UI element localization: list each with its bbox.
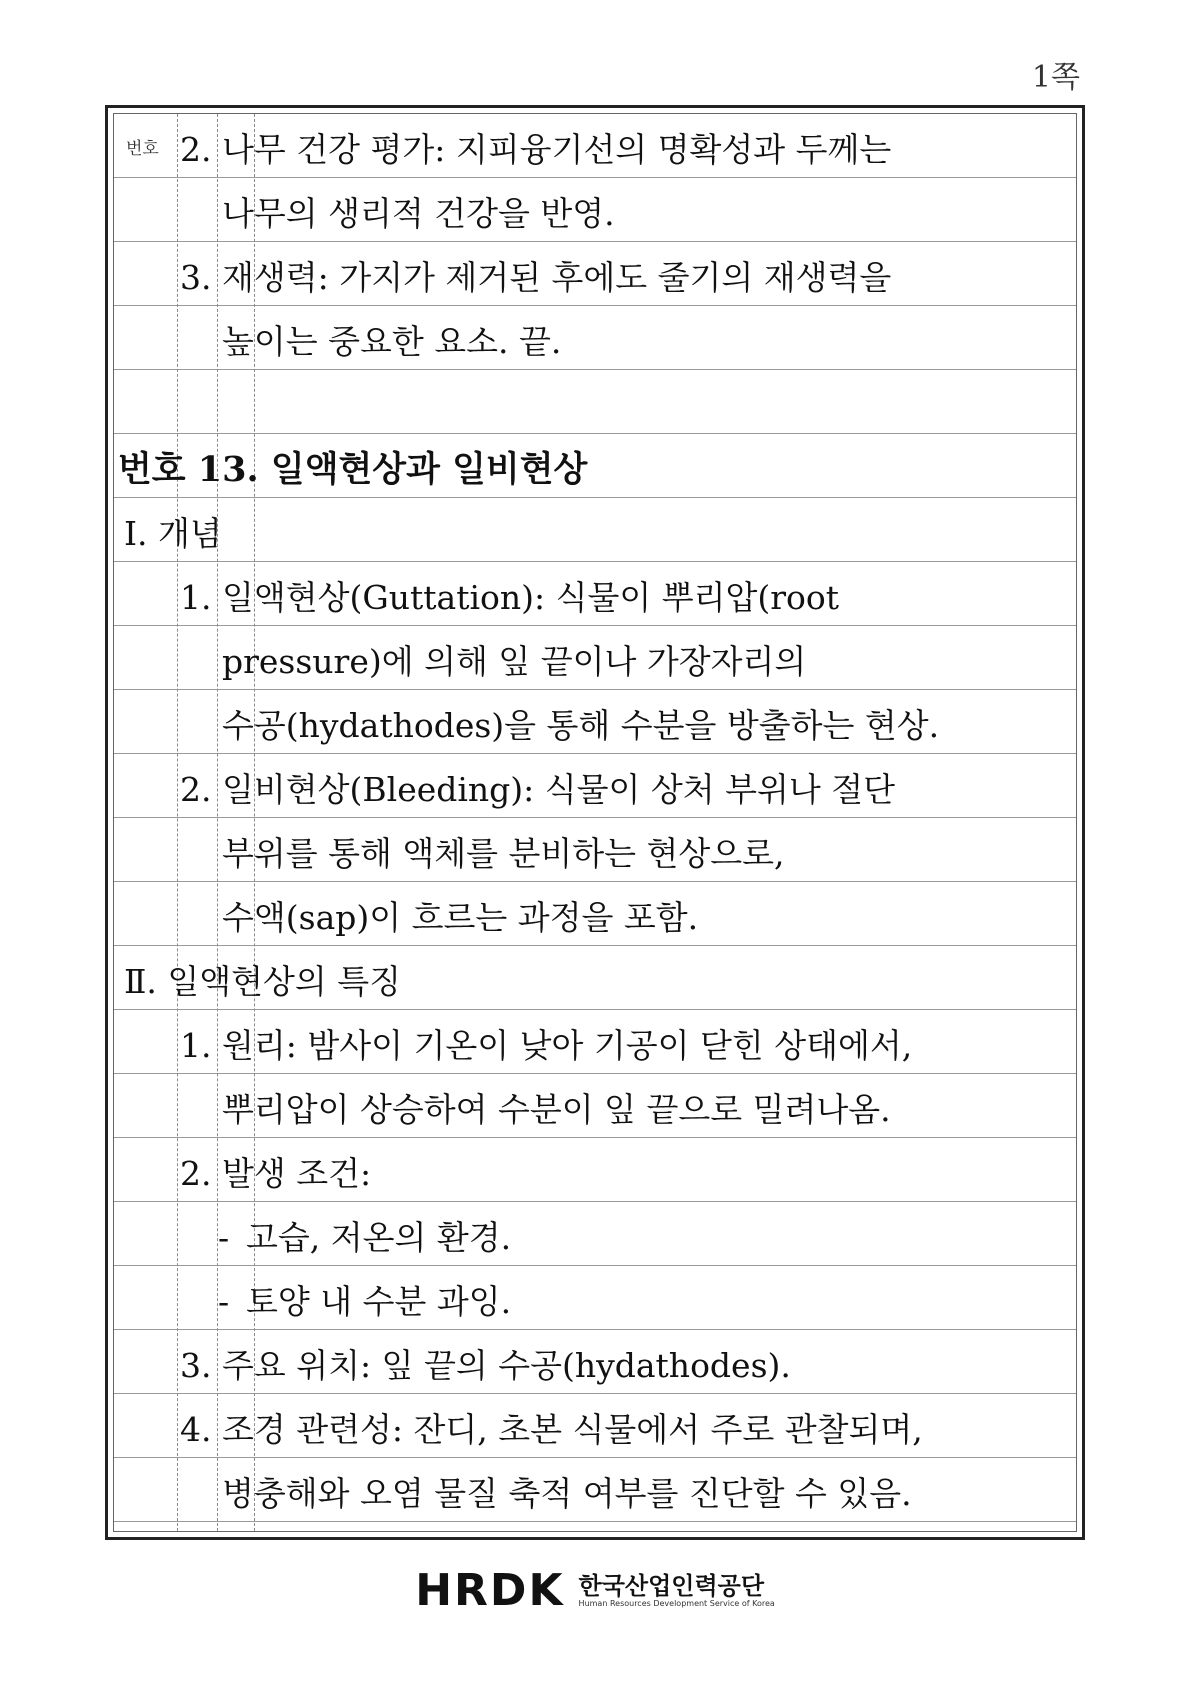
sheet-line	[114, 694, 1076, 758]
question-title: 번호 13. 일액현상과 일비현상	[118, 449, 588, 490]
section-heading: Ⅱ. 일액현상의 특징	[124, 962, 402, 1001]
sheet-line	[114, 1462, 1076, 1526]
item-number: 2.	[180, 770, 212, 809]
bullet-dash: -	[218, 1282, 230, 1321]
item-number: 2.	[180, 1154, 212, 1193]
line-text: 수공(hydathodes)을 통해 수분을 방출하는 현상.	[222, 706, 940, 745]
sheet-line	[114, 118, 1076, 182]
hrdk-logo: HRDK	[415, 1565, 565, 1616]
sheet-line	[114, 886, 1076, 950]
footer	[0, 1565, 1190, 1616]
item-number: 3.	[180, 258, 212, 297]
answer-sheet	[105, 105, 1085, 1540]
line-text: 일비현상(Bleeding): 식물이 상처 부위나 절단	[222, 770, 896, 809]
sheet-line	[114, 1398, 1076, 1462]
org-name-en: Human Resources Development Service of Korea	[578, 1598, 775, 1608]
line-text: 고습, 저온의 환경.	[246, 1218, 512, 1257]
item-number: 3.	[180, 1346, 212, 1385]
sheet-line	[114, 758, 1076, 822]
line-text: pressure)에 의해 잎 끝이나 가장자리의	[222, 642, 807, 681]
item-number: 1.	[180, 578, 212, 617]
sheet-line	[114, 182, 1076, 246]
sheet-line	[114, 950, 1076, 1014]
sheet-line	[114, 502, 1076, 566]
section-heading: Ⅰ. 개념	[124, 514, 222, 553]
org-name-ko: 한국산업인력공단	[578, 1571, 765, 1600]
sheet-line	[114, 1142, 1076, 1206]
line-text: 일액현상(Guttation): 식물이 뿌리압(root	[222, 578, 840, 617]
item-number: 1.	[180, 1026, 212, 1065]
line-text: 재생력: 가지가 제거된 후에도 줄기의 재생력을	[222, 258, 892, 297]
ruled-area	[113, 113, 1077, 1532]
sheet-line	[114, 246, 1076, 310]
sheet-line	[114, 630, 1076, 694]
sheet-line	[114, 1270, 1076, 1334]
item-number: 2.	[180, 130, 212, 169]
sheet-line	[114, 1334, 1076, 1398]
sheet-line	[114, 566, 1076, 630]
page-number: 1쪽	[1031, 60, 1080, 95]
line-text: 주요 위치: 잎 끝의 수공(hydathodes).	[222, 1346, 791, 1385]
line-text: 발생 조건:	[222, 1154, 372, 1193]
logo-text	[579, 1573, 775, 1609]
sheet-line	[114, 1014, 1076, 1078]
line-text: 부위를 통해 액체를 분비하는 현상으로,	[222, 834, 785, 873]
line-text: 높이는 중요한 요소. 끝.	[222, 322, 562, 361]
line-text: 병충해와 오염 물질 축적 여부를 진단할 수 있음.	[222, 1474, 912, 1513]
line-text: 수액(sap)이 흐르는 과정을 포함.	[222, 898, 699, 937]
sheet-line	[114, 374, 1076, 438]
bullet-dash: -	[218, 1218, 230, 1257]
line-text: 나무 건강 평가: 지피융기선의 명확성과 두께는	[222, 130, 892, 169]
sheet-line	[114, 1206, 1076, 1270]
sheet-line	[114, 1078, 1076, 1142]
line-text: 조경 관련성: 잔디, 초본 식물에서 주로 관찰되며,	[222, 1410, 923, 1449]
sheet-line	[114, 438, 1076, 502]
line-text: 뿌리압이 상승하여 수분이 잎 끝으로 밀려나옴.	[222, 1090, 891, 1129]
sheet-line	[114, 822, 1076, 886]
line-text: 나무의 생리적 건강을 반영.	[222, 194, 615, 233]
sheet-line	[114, 310, 1076, 374]
item-number: 4.	[180, 1410, 212, 1449]
line-text: 토양 내 수분 과잉.	[246, 1282, 512, 1321]
line-text: 원리: 밤사이 기온이 낮아 기공이 닫힌 상태에서,	[222, 1026, 913, 1065]
margin-label: 번호	[126, 139, 159, 159]
